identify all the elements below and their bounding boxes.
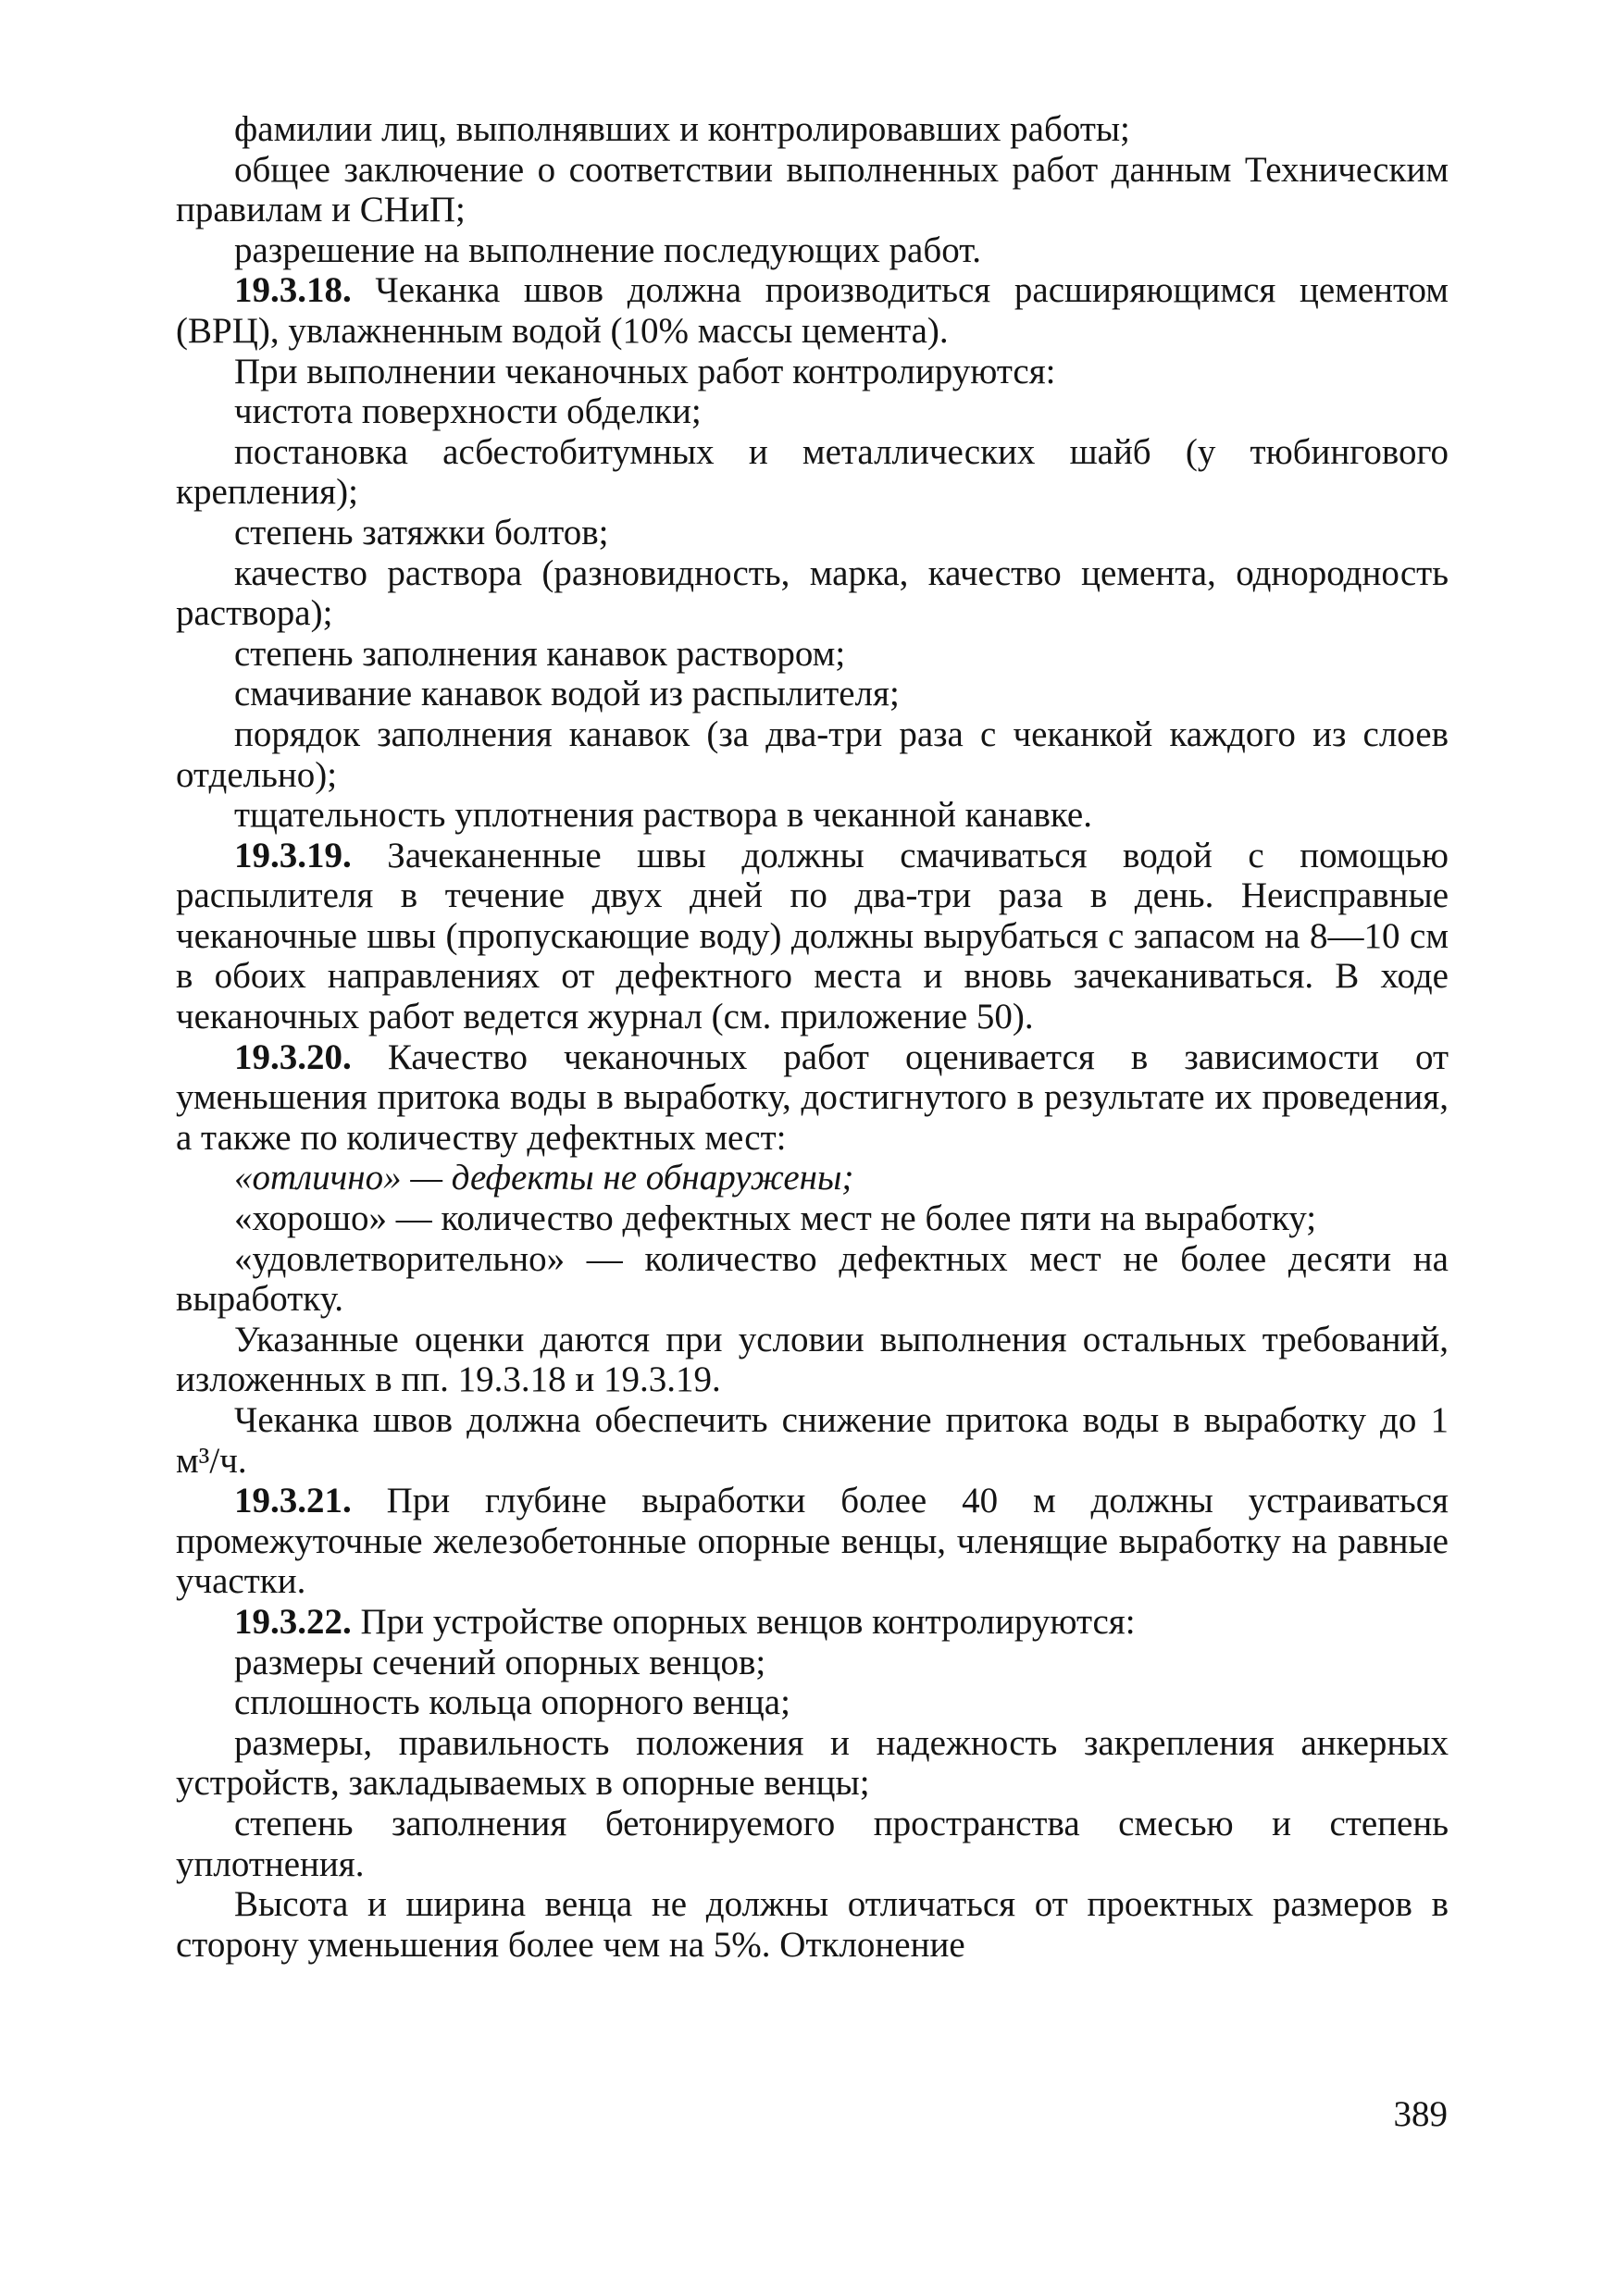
clause-number: 19.3.20.	[234, 1036, 352, 1077]
clause-text: При устройстве опорных венцов контролируются:	[351, 1601, 1136, 1642]
clause-text: Качество чеканочных работ оценивается в зависимости от уменьшения притока воды в выработку, достигнутого в результате их проведения, а также по количеству дефектных мест:	[176, 1036, 1449, 1158]
clause-19-3-18	[176, 270, 1449, 351]
grade-label: «удовлетворительно»	[234, 1238, 566, 1279]
grade-excellent	[176, 1158, 1449, 1198]
paragraph: Высота и ширина венца не должны отличаться от проектных размеров в сторону уменьшения более чем на 5%. Отклонение	[176, 1884, 1449, 1965]
grade-satisfactory	[176, 1239, 1449, 1320]
grade-text: — дефекты не обнаружены;	[401, 1158, 854, 1198]
page-body	[176, 109, 1449, 1965]
clause-text: Чеканка швов должна производиться расширяющимся цементом (ВРЦ), увлажненным водой (10% массы цемента).	[176, 270, 1449, 351]
clause-19-3-19	[176, 836, 1449, 1037]
paragraph: общее заключение о соответствии выполненных работ данным Техническим правилам и СНиП;	[176, 149, 1449, 230]
grade-text: — количество дефектных мест не более десяти на выработку.	[176, 1238, 1449, 1320]
page-number: 389	[1393, 2094, 1448, 2134]
paragraph: степень заполнения канавок раствором;	[234, 633, 846, 674]
paragraph: размеры, правильность положения и надежность закрепления анкерных устройств, закладываемых в опорные венцы;	[176, 1722, 1449, 1804]
grade-good	[176, 1198, 1449, 1239]
paragraph: порядок заполнения канавок (за два-три раза с чеканкой каждого из слоев отдельно);	[176, 714, 1449, 795]
clause-number: 19.3.18.	[234, 270, 352, 311]
paragraph: смачивание канавок водой из распылителя;	[234, 674, 900, 714]
clause-number: 19.3.19.	[234, 835, 352, 875]
clause-19-3-21	[176, 1481, 1449, 1602]
paragraph: размеры сечений опорных венцов;	[234, 1642, 766, 1682]
grade-text: — количество дефектных мест не более пяти на выработку;	[387, 1198, 1317, 1239]
paragraph: Указанные оценки даются при условии выполнения остальных требований, изложенных в пп. 19.3.18 и 19.3.19.	[176, 1319, 1449, 1400]
clause-19-3-22	[176, 1602, 1449, 1643]
clause-number: 19.3.21.	[234, 1481, 352, 1521]
paragraph: чистота поверхности обделки;	[234, 391, 702, 432]
paragraph: качество раствора (разновидность, марка, качество цемента, однородность раствора);	[176, 552, 1449, 634]
clause-text: Зачеканенные швы должны смачиваться водой с помощью распылителя в течение двух дней по два-три раза в день. Неисправные чеканочные швы (пропускающие воду) должны вырубаться с запасом на 8—10 см в обоих направлениях от дефектного места и вновь зачеканиваться. В ходе чеканочных работ ведется журнал (см. приложение 50).	[176, 835, 1449, 1037]
clause-number: 19.3.22.	[234, 1601, 352, 1642]
paragraph: степень затяжки болтов;	[234, 512, 609, 552]
paragraph: постановка асбестобитумных и металлических шайб (у тюбингового крепления);	[176, 431, 1449, 513]
paragraph: тщательность уплотнения раствора в чеканной канавке.	[234, 795, 1092, 836]
grade-label: «отлично»	[234, 1158, 402, 1198]
paragraph: Чеканка швов должна обеспечить снижение притока воды в выработку до 1 м³/ч.	[176, 1400, 1449, 1481]
clause-text: При глубине выработки более 40 м должны устраиваться промежуточные железобетонные опорные венцы, членящие выработку на равные участки.	[176, 1481, 1449, 1602]
grade-label: «хорошо»	[234, 1198, 388, 1239]
paragraph: фамилии лиц, выполнявших и контролировавших работы;	[234, 109, 1130, 149]
paragraph: разрешение на выполнение последующих работ.	[234, 230, 982, 270]
clause-19-3-20	[176, 1037, 1449, 1159]
paragraph: сплошность кольца опорного венца;	[234, 1682, 790, 1723]
paragraph: При выполнении чеканочных работ контролируются:	[234, 351, 1056, 391]
paragraph: степень заполнения бетонируемого пространства смесью и степень уплотнения.	[176, 1803, 1449, 1884]
